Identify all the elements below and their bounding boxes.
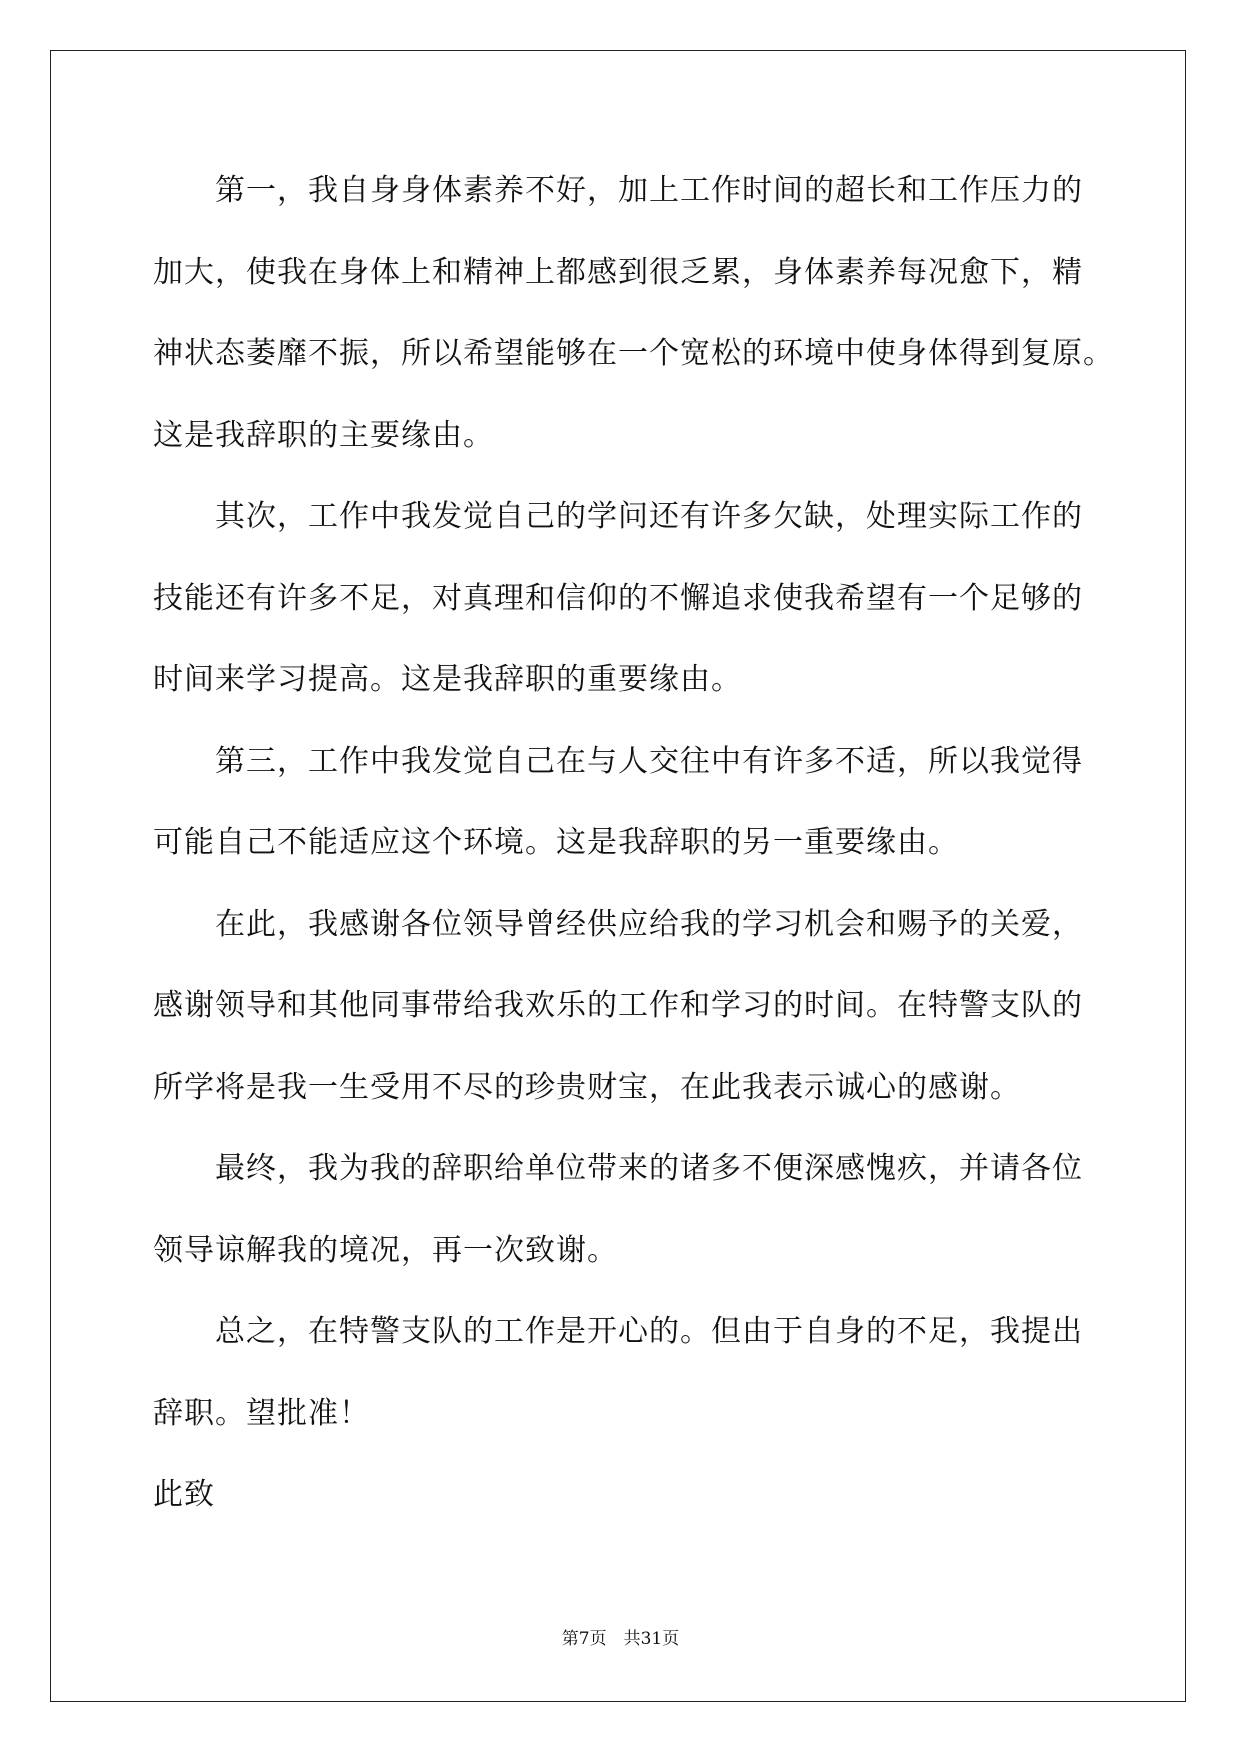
text-line: 所学将是我一生受用不尽的珍贵财宝，在此我表示诚心的感谢。 (153, 1069, 1021, 1105)
text-line: 第三，工作中我发觉自己在与人交往中有许多不适，所以我觉得 (215, 743, 1083, 779)
text-line: 最终，我为我的辞职给单位带来的诸多不便深感愧疚，并请各位 (215, 1151, 1083, 1186)
text-line: 在此，我感谢各位领导曾经供应给我的学习机会和赐予的关爱， (215, 906, 1083, 942)
text-line: 加大，使我在身体上和精神上都感到很乏累，身体素养每况愈下，精 (153, 254, 1083, 290)
paragraph (153, 476, 1113, 721)
paragraph (153, 884, 1113, 1129)
page-number: 第7页 共31页 (561, 1629, 680, 1649)
text-line: 可能自己不能适应这个环境。这是我辞职的另一重要缘由。 (153, 825, 959, 860)
closing-salutation: 此致 (153, 1477, 215, 1512)
paragraph (153, 721, 1113, 884)
paragraph (153, 150, 1113, 476)
text-line: 技能还有许多不足，对真理和信仰的不懈追求使我希望有一个足够的 (153, 580, 1083, 616)
text-line: 神状态萎靡不振，所以希望能够在一个宽松的环境中使身体得到复原。 (153, 336, 1114, 371)
text-line: 领导谅解我的境况，再一次致谢。 (153, 1232, 618, 1268)
text-line: 感谢领导和其他同事带给我欢乐的工作和学习的时间。在特警支队的 (153, 988, 1083, 1023)
text-line: 时间来学习提高。这是我辞职的重要缘由。 (153, 662, 742, 697)
text-line: 第一，我自身身体素养不好，加上工作时间的超长和工作压力的 (215, 173, 1083, 208)
document-body (153, 150, 1113, 1536)
text-line: 辞职。望批准！ (153, 1395, 370, 1431)
paragraph (153, 1291, 1113, 1454)
paragraph (153, 1128, 1113, 1291)
text-line: 这是我辞职的主要缘由。 (153, 417, 494, 453)
text-line: 总之，在特警支队的工作是开心的。但由于自身的不足，我提出 (215, 1314, 1083, 1349)
text-line: 其次，工作中我发觉自己的学问还有许多欠缺，处理实际工作的 (215, 499, 1083, 534)
